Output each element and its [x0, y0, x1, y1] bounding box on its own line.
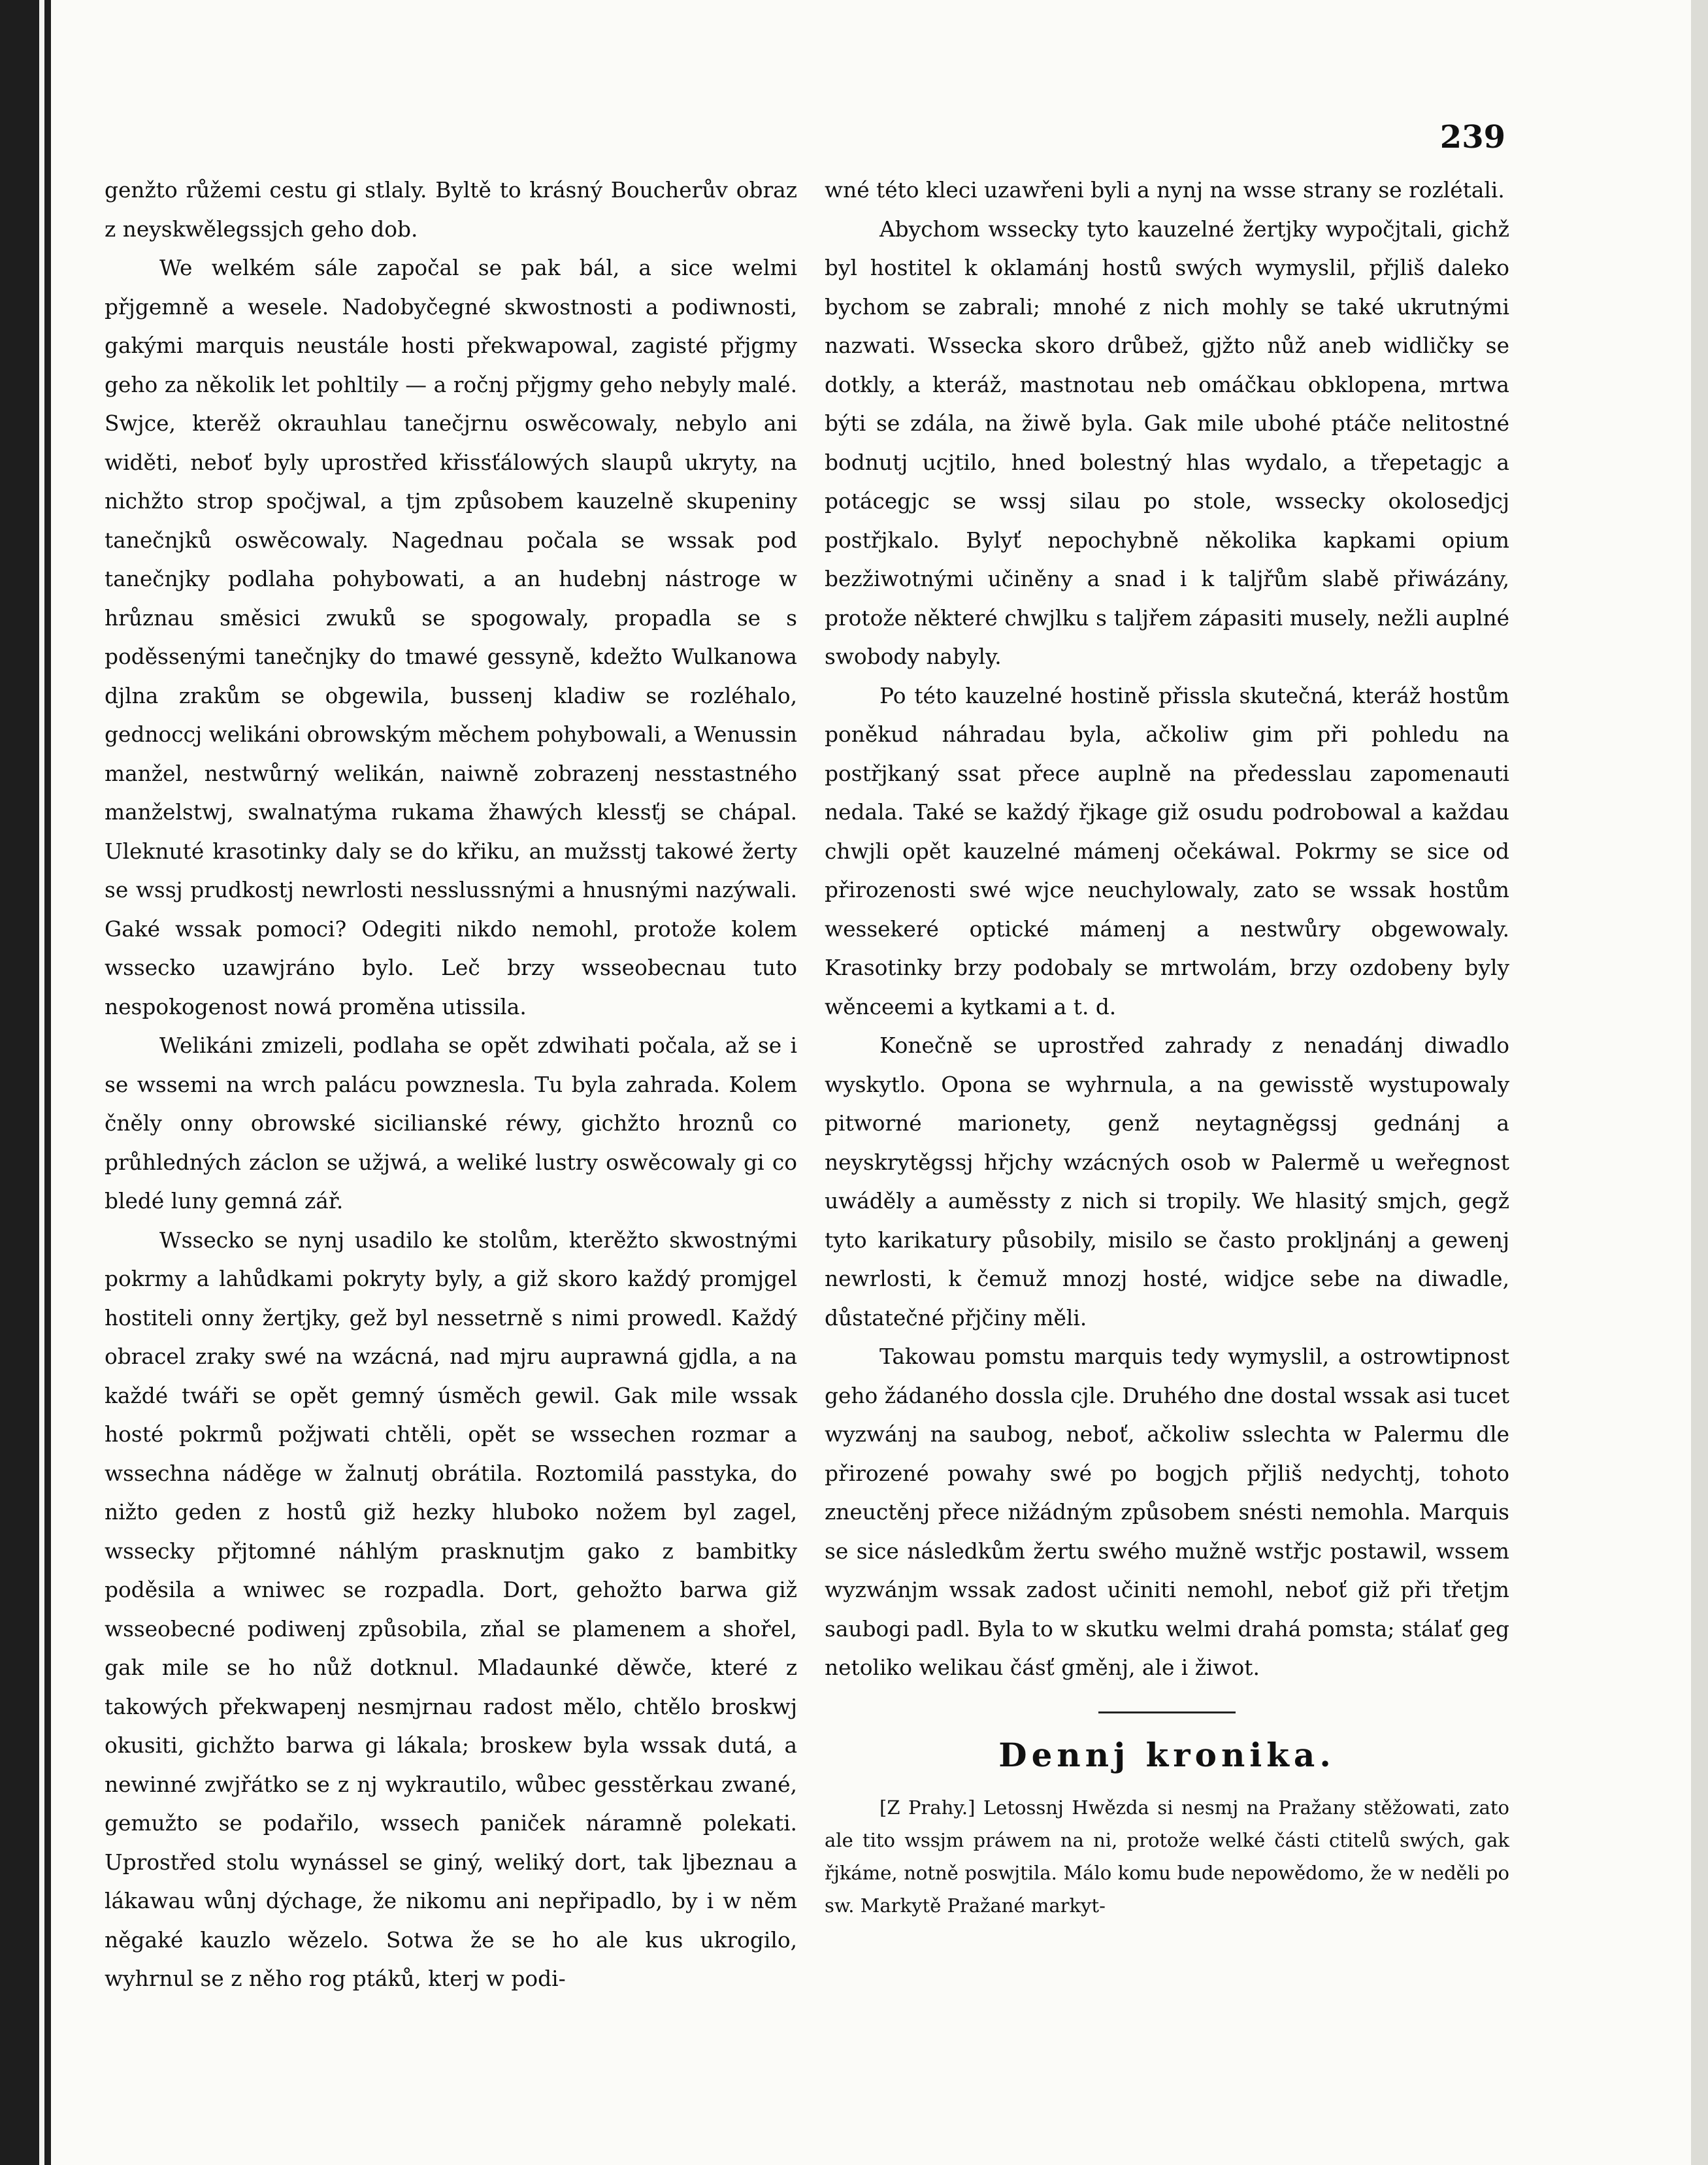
paragraph: Po této kauzelné hostině přissla skutečná, kteráž hostům poněkud náhradau byla, ačkoliw gim při pohledu na postřjkaný ssat přece auplně na předesslau zapomenauti nedala. Také se každý řjkage giž osudu podrobowal a každau chwjli opět kauzelné mámenj očekáwal. Pokrmy se sice od přirozenosti swé wjce neuchylowaly, zato se wssak hostům wessekeré optické mámenj a nestwůry obgewowaly. Krasotinky brzy podobaly se mrtwolám, brzy ozdobeny byly wěnceemi a kytkami a t. d. — [825, 683, 1509, 1019]
paragraph: Konečně se uprostřed zahrady z nenadánj diwadlo wyskytlo. Opona se wyhrnula, a na gewisstě wystupowaly pitworné marionety, genž neytagněgssj gednánj a neyskrytěgssj hřjchy wzácných osob w Palermě u weřegnost uwáděly a auměssty z nich si tropily. We hlasitý smjch, gegž tyto karikatury působily, misilo se často proklјnánj a gewenj newrlosti, k čemuž mnozj hosté, widjce sebe na diwadle, důstatečné přjčiny měli. — [825, 1033, 1509, 1330]
paragraph: Welikáni zmizeli, podlaha se opět zdwihati počala, až se i se wssemi na wrch palácu powznesla. Tu byla zahrada. Kolem čněly onny obrowské sicilianské réwy, gichžto hroznů co průhledných záclon se užjwá, a weliké lustry oswěcowaly gi co bledé luny gemná zář. — [105, 1033, 797, 1214]
page-right-edge — [1691, 0, 1708, 2165]
section-divider — [1098, 1711, 1236, 1713]
right-column — [825, 171, 1509, 1922]
chronicle-paragraph: [Z Prahy.] Letossnj Hwězda si nesmj na Pražany stěžowati, zato ale tito wssjm práwem na ni, protože welké části ctitelů swých, gak řjkáme, notně poswjtila. Málo komu bude nepowědomo, že w neděli po sw. Markytě Pražané markyt- — [825, 1796, 1509, 1917]
paragraph: We welkém sále započal se pak bál, a sice welmi přjgemně a wesele. Nadobyčegné skwostnosti a podiwnosti, gakými marquis neustále hosti překwapowal, zagisté přjgmy geho za několik let pohltily — a ročnj přjgmy geho nebyly malé. Swjce, kterěž okrauhlau tanečjrnu oswěcowaly, nebylo ani widěti, neboť byly uprostřed křissťálowých slaupů ukryty, na nichžto strop spočjwal, a tjm způsobem kauzelně skupeniny tanečnjků oswěcowaly. Nagednau počala se wssak pod tanečnjky podlaha pohybowati, a an hudebnj nástroge w hrůznau směsici zwuků se spogowaly, propadla se s poděssenými tanečnjky do tmawé gessyně, kdežto Wulkanowa djlna zrakům se obgewila, bussenj kladiw se rozléhalo, gednoccj welikáni obrowským měchem pohybowali, a Wenussin manžel, nestwůrný welikán, naiwně zobrazenj nesstastného manželstwj, swalnatýma rukama žhawých klessťj se chápal. Uleknuté krasotinky daly se do křiku, an mužsstj takowé žerty se wssj prudkostj newrlosti nesslussnými a hnusnými nazýwali. Gaké wssak pomoci? Odegiti nikdo nemohl, protože kolem wssecko uzawjráno bylo. Leč brzy wsseobecnau tuto nespokogenost nowá proměna utissila. — [105, 256, 797, 1019]
paragraph: wné této kleci uzawřeni byli a nynj na wsse strany se rozlétali. — [825, 178, 1505, 203]
right-column-paragraphs — [825, 171, 1509, 1688]
chronicle-heading: Dennj kronika. — [998, 1735, 1336, 1774]
paragraph: Abychom wssecky tyto kauzelné žertjky wypočjtali, gichž byl hostitel k oklamánj hostů swých wymyslil, přjliš daleko bychom se zabrali; mnohé z nich mohly se také ukrutnými nazwati. Wssecka skoro drůbež, gjžto nůž aneb widličky se dotkly, a kteráž, mastnotau neb omáčkau obklopena, mrtwa býti se zdála, na žiwě byla. Gak mile ubohé ptáče nelitostné bodnutj ucjtilo, hned bolestný hlas wydalo, a třepetagjc a potácegjc se wssj silau po stole, wssecky okolosedjcj postřjkalo. Bylyť nepochybně několika kapkami opium bezžiwotnými učiněny a snad i k talјřům slabě přiwázány, protože některé chwjlku s talјřem zápasiti musely, nežli auplné swobody nabyly. — [825, 216, 1509, 669]
paragraph: Takowau pomstu marquis tedy wymyslil, a ostrowtipnost geho žádaného dossla cjle. Druhého dne dostal wssak asi tucet wyzwánj na saubog, neboť, ačkoliw sslechta w Palermu dle přirozené powahy swé po bogjch přjliš nedychtj, tohoto zneuctěnj přece nižádným způsobem snésti nemohla. Marquis se sice následkům žertu swého mužně wstřjc postawil, wssem wyzwánjm wssak zadost učiniti nemohl, neboť giž při třetjm saubogi padl. Byla to w skutku welmi drahá pomsta; stálať geg netoliko welikau čásť gměnj, ale i žiwot. — [825, 1344, 1509, 1680]
page-number: 239 — [1439, 119, 1505, 156]
daily-chronicle — [825, 1736, 1509, 1923]
paragraph: Wssecko se nynj usadilo ke stolům, kterěžto skwostnými pokrmy a lahůdkami pokryty byly, a giž skoro každý promjgel hostiteli onny žertjky, gež byl nessetrně s nimi prowedl. Každý obracel zraky swé na wzácná, nad mjru auprawná gjdla, a na každé twáři se opět gemný úsměch gewil. Gak mile wssak hosté pokrmů požjwati chtěli, opět se wssechen rozmar a wssechna náděge w žalnutj obrátila. Roztomilá passtyka, do nižto geden z hostů giž hezky hluboko nožem byl zagel, wssecky přjtomné náhlým prasknutjm gako z bambitky poděsila a wniwec se rozpadla. Dort, gehožto barwa giž wsseobecné podiwenj způsobila, zňal se plamenem a shořel, gak mile se ho nůž dotknul. Mladaunké děwče, které z takowých překwapenj nesmjrnau radost mělo, chtělo broskwj okusiti, gichžto barwa gi lákala; broskew byla wssak dutá, a newinné zwjřátko se z nj wykrautilo, wůbec gesstěrkau zwané, gemužto se podařilo, wssech paniček náramně polekati. Uprostřed stolu wynássel se giný, weliký dort, tak ljbeznau a lákawau wůnj dýchage, že nikomu ani nepřipadlo, by i w něm něgaké kauzlo wězelo. Sotwa že se ho ale kus ukrogilo, wyhrnul se z něho rog ptáků, kterj w podi- — [105, 1227, 797, 1991]
book-spine-edge — [0, 0, 51, 2165]
paragraph: genžto růžemi cestu gi stlaly. Byltě to krásný Boucherův obraz z neyskwělegssjch geho dob. — [105, 178, 797, 242]
left-column — [105, 171, 797, 1999]
